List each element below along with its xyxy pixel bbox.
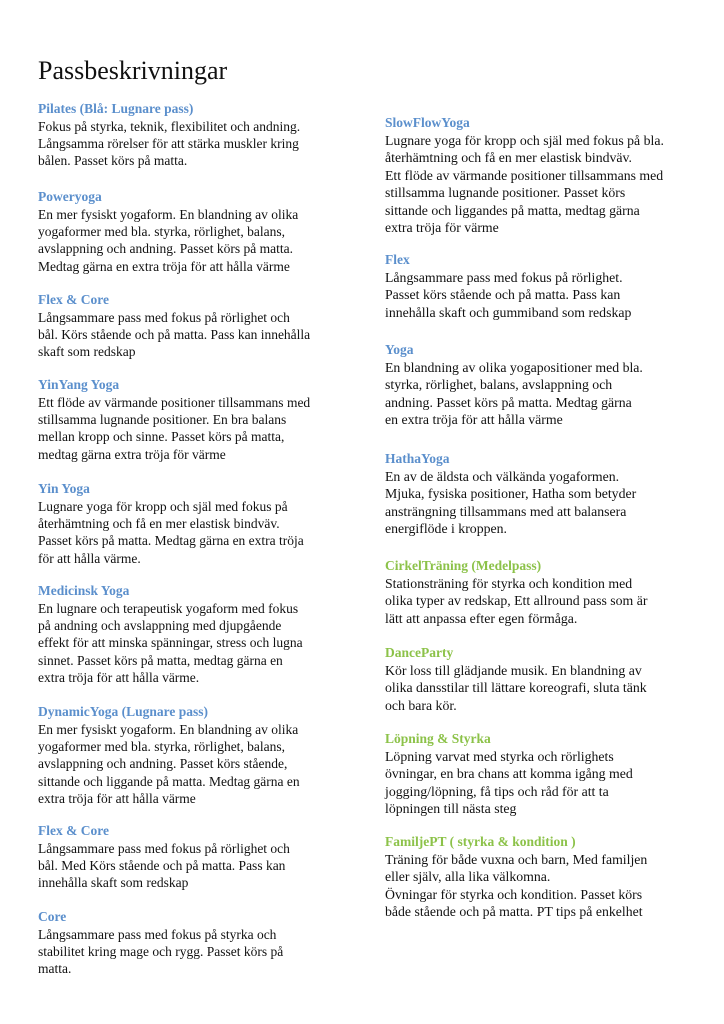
class-entry <box>38 480 346 567</box>
class-title: Core <box>38 909 67 924</box>
class-title: Poweryoga <box>38 189 102 204</box>
class-description: Fokus på styrka, teknik, flexibilitet och andning. Långsamma rörelser för att stärka muskler kring bålen. Passet körs på matta. <box>38 119 301 169</box>
class-entry <box>38 291 346 361</box>
class-entry <box>38 188 346 275</box>
class-description: Lugnare yoga för kropp och själ med fokus på återhämtning och få en mer elastisk bindväv. Passet körs på matta. Medtag gärna en extra tröja för att hålla värme. <box>38 499 304 566</box>
class-entry <box>385 114 700 236</box>
class-description: En lugnare och terapeutisk yogaform med fokus på andning och avslappning med djupgående effekt för att minska spänningar, stress och lugna sinnet. Passet körs på matta, medtag gärna en extra tröja för att hålla värme. <box>38 601 303 685</box>
class-description: Stationsträning för styrka och kondition med olika typer av redskap, Ett allround pass som är lätt att anpassa efter egen förmåga. <box>385 576 648 626</box>
class-description: Löpning varvat med styrka och rörlighets övningar, en bra chans att komma igång med jogging/löpning, få tips och råd för att ta löpningen till nästa steg <box>385 749 633 817</box>
class-entry <box>385 341 700 429</box>
class-entry <box>385 730 700 818</box>
class-entry <box>385 833 700 921</box>
class-entry <box>385 644 700 714</box>
class-entry <box>385 450 700 538</box>
class-description: En blandning av olika yogapositioner med bla. styrka, rörlighet, balans, avslappning och andning. Passet körs på matta. Medtag gärna en extra tröja för att hålla värme <box>385 360 643 428</box>
class-description: Lugnare yoga för kropp och själ med fokus på bla. återhämtning och få en mer elastisk bindväv. Ett flöde av värmande positioner tillsammans med stillsamma lugnande positioner. Passet körs sittande och liggandes på matta, medtag gärna extra tröja för värme <box>385 133 664 236</box>
class-title: DynamicYoga (Lugnare pass) <box>38 704 209 719</box>
class-entry <box>385 251 700 321</box>
class-title: HathaYoga <box>385 451 450 466</box>
class-title: DanceParty <box>385 645 454 660</box>
class-title: CirkelTräning (Medelpass) <box>385 558 542 573</box>
class-description: Kör loss till glädjande musik. En blandning av olika dansstilar till lättare koreografi, sluta tänk och bara kör. <box>385 663 647 713</box>
class-entry <box>38 908 346 978</box>
class-title: FamiljePT ( styrka & kondition ) <box>385 834 576 849</box>
class-title: YinYang Yoga <box>38 377 120 392</box>
class-title: Yin Yoga <box>38 481 90 496</box>
class-title: SlowFlowYoga <box>385 115 470 130</box>
class-description: En av de äldsta och välkända yogaformen. Mjuka, fysiska positioner, Hatha som betyder ansträngning tillsammans med att balansera energiflöde i kroppen. <box>385 469 637 537</box>
class-title: Löpning & Styrka <box>385 731 491 746</box>
class-description: En mer fysiskt yogaform. En blandning av olika yogaformer med bla. styrka, rörlighet, balans, avslappning och andning. Passet körs på matta. Medtag gärna en extra tröja för att hålla värme <box>38 207 299 274</box>
class-entry <box>38 100 346 170</box>
class-description: Långsammare pass med fokus på rörlighet. Passet körs stående och på matta. Pass kan innehålla skaft och gummiband som redskap <box>385 270 632 320</box>
class-title: Flex & Core <box>38 292 109 307</box>
class-title: Pilates (Blå: Lugnare pass) <box>38 101 194 116</box>
class-title: Yoga <box>385 342 414 357</box>
class-entry <box>38 822 346 892</box>
class-title: Flex <box>385 252 410 267</box>
class-description: En mer fysiskt yogaform. En blandning av olika yogaformer med bla. styrka, rörlighet, balans, avslappning och andning. Passet körs stående, sittande och liggande på matta. Medtag gärna en extra tröja för att hålla värme <box>38 722 300 806</box>
class-entry <box>38 376 346 463</box>
class-title: Flex & Core <box>38 823 109 838</box>
class-entry <box>38 703 346 807</box>
class-description: Träning för både vuxna och barn, Med familjen eller själv, alla lika välkomna. Övningar för styrka och kondition. Passet körs både stående och på matta. PT tips på enkelhet <box>385 852 648 920</box>
class-entry <box>38 582 346 686</box>
class-entry <box>385 557 700 627</box>
class-description: Långsammare pass med fokus på rörlighet och bål. Körs stående och på matta. Pass kan innehålla skaft som redskap <box>38 310 311 360</box>
class-description: Långsammare pass med fokus på styrka och stabilitet kring mage och rygg. Passet körs på matta. <box>38 927 284 977</box>
class-description: Ett flöde av värmande positioner tillsammans med stillsamma lugnande positioner. En bra balans mellan kropp och sinne. Passet körs på matta, medtag gärna extra tröja för värme <box>38 395 311 462</box>
class-title: Medicinsk Yoga <box>38 583 130 598</box>
page-title: Passbeskrivningar <box>38 56 228 85</box>
class-description: Långsammare pass med fokus på rörlighet och bål. Med Körs stående och på matta. Pass kan innehålla skaft som redskap <box>38 841 290 891</box>
